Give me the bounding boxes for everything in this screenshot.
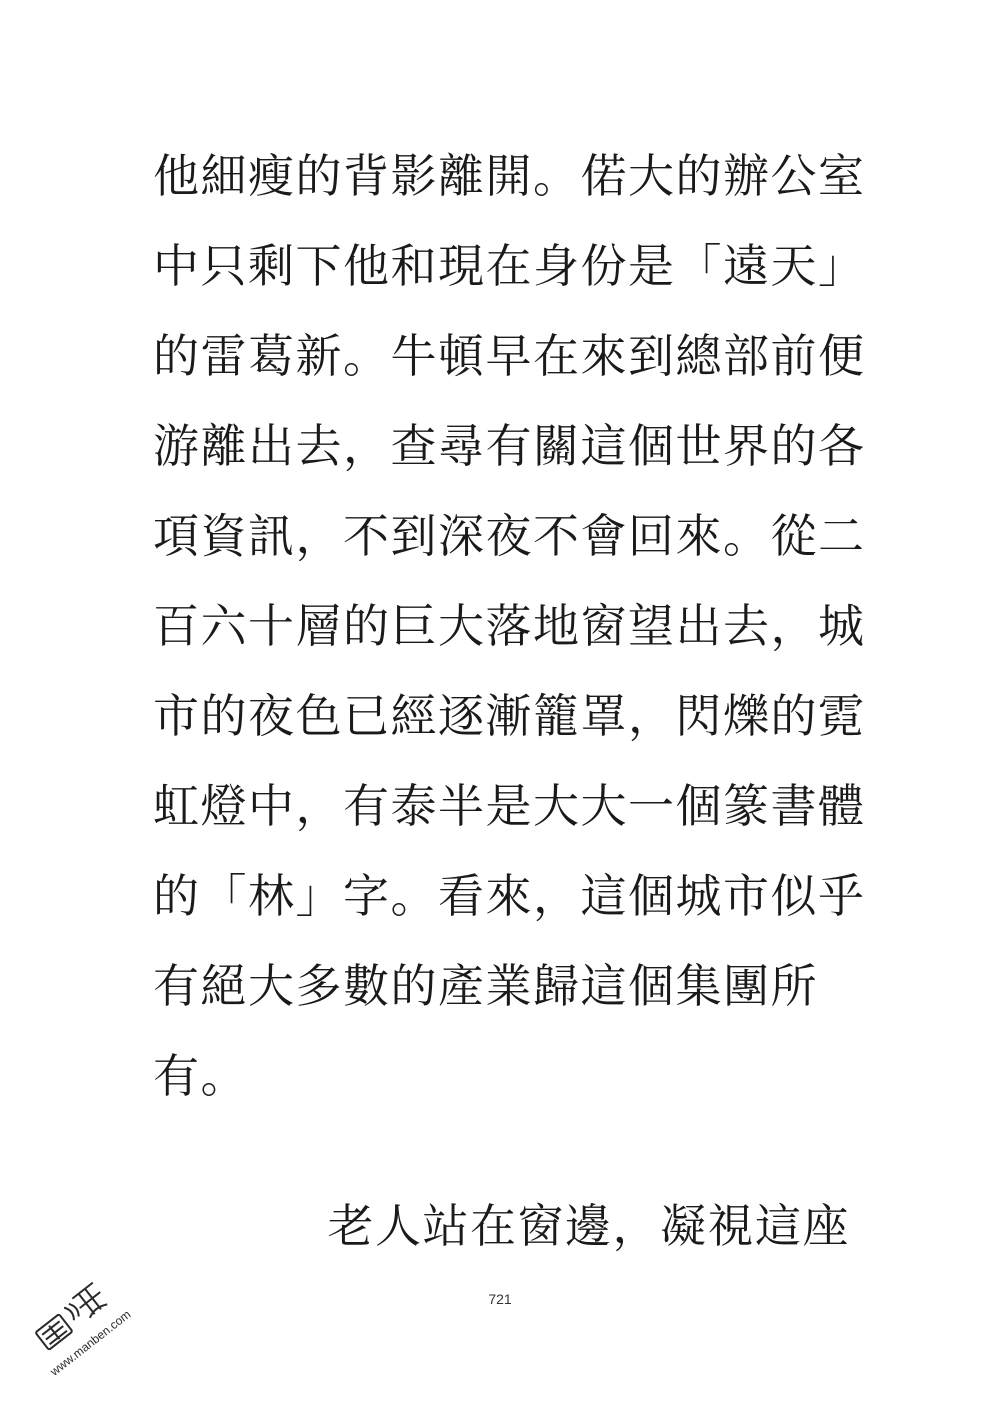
manben-watermark-logo bbox=[10, 1248, 160, 1398]
text-line: 游離出去，查尋有關這個世界的各 bbox=[153, 419, 866, 473]
text-line: 虹燈中，有泰半是大大一個篆書體 bbox=[153, 779, 866, 833]
text-line: 的「林」字。看來，這個城市似乎 bbox=[153, 869, 866, 923]
text-line: 的雷葛新。牛頓早在來到總部前便 bbox=[153, 329, 866, 383]
text-line: 百六十層的巨大落地窗望出去，城 bbox=[153, 599, 866, 653]
text-line: 有。 bbox=[153, 1049, 248, 1103]
text-line: 老人站在窗邊，凝視這座 bbox=[327, 1199, 850, 1253]
watermark-url: www.manben.com bbox=[47, 1307, 134, 1379]
page-number: 721 bbox=[488, 1291, 512, 1307]
text-line: 有絕大多數的產業歸這個集團所 bbox=[153, 959, 818, 1013]
text-line: 中只剩下他和現在身份是「遠天」 bbox=[153, 239, 866, 293]
text-line: 他細瘦的背影離開。偌大的辦公室 bbox=[153, 149, 866, 203]
text-line: 項資訊，不到深夜不會回來。從二 bbox=[153, 509, 866, 563]
text-line: 市的夜色已經逐漸籠罩，閃爍的霓 bbox=[153, 689, 866, 743]
